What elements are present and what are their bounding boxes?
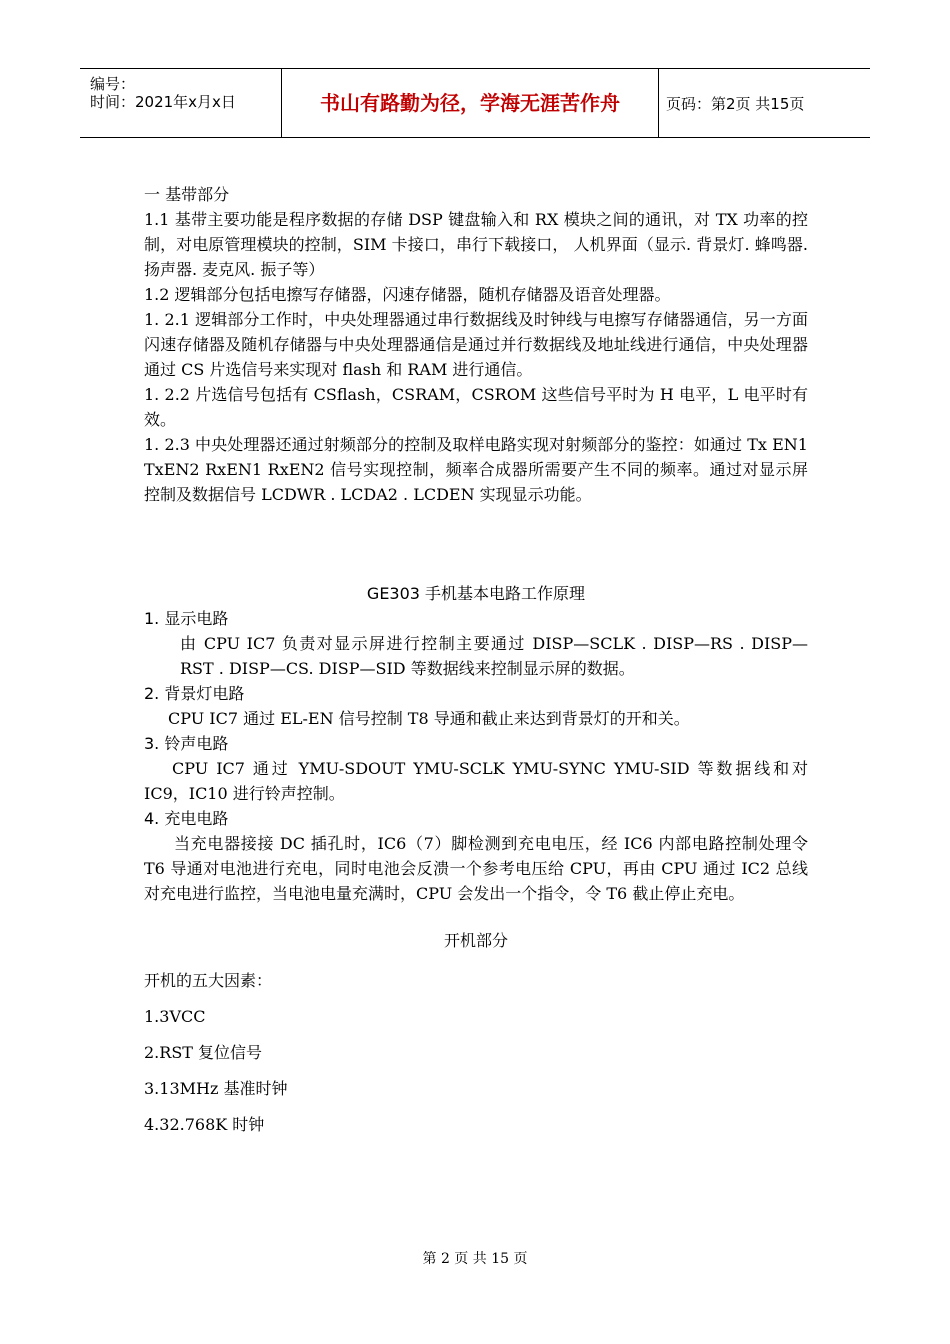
list-intro: 开机的五大因素： [144, 971, 273, 990]
paragraph: 1. 2.3 中央处理器还通过射频部分的控制及取样电路实现对射频部分的鉴控：如通过 Tx EN1 TxEN2 RxEN1 RxEN2 信号实现控制，频率合成器所需要产生不同的频率。通过对显示屏控制及数据信号 LCDWR . LCDA2 . LCDEN 实现显示功能。 [144, 435, 808, 504]
page-label: 页码：第2页 共15页 [666, 95, 805, 113]
number-label: 编号： [90, 75, 136, 93]
paragraph: 由 CPU IC7 负责对显示屏进行控制主要通过 DISP—SCLK . DISP—RS . DISP—RST . DISP—CS. DISP—SID 等数据线来控制显示屏的数据。 [180, 634, 808, 678]
page-header [80, 68, 870, 138]
list-item: 3.13MHz 基准时钟 [144, 1079, 288, 1098]
subheading: 3. 铃声电路 [144, 734, 229, 753]
header-meta [80, 69, 280, 137]
header-page-cell [658, 69, 870, 137]
list-item: 2.RST 复位信号 [144, 1043, 263, 1062]
subheading: 1. 显示电路 [144, 609, 229, 628]
section-title-power-on: 开机部分 [443, 931, 508, 950]
section-title-circuits: GE303 手机基本电路工作原理 [366, 584, 586, 603]
subheading: 2. 背景灯电路 [144, 684, 245, 703]
paragraph: 1.2 逻辑部分包括电擦写存储器，闪速存储器，随机存储器及语音处理器。 [144, 285, 671, 304]
subheading: 4. 充电电路 [144, 809, 229, 828]
paragraph: CPU IC7 通过 EL-EN 信号控制 T8 导通和截止来达到背景灯的开和关。 [168, 709, 690, 728]
section-title-baseband: 一 基带部分 [144, 185, 230, 204]
paragraph: 1.1 基带主要功能是程序数据的存储 DSP 键盘输入和 RX 模块之间的通讯，对 TX 功率的控制，对电原管理模块的控制，SIM 卡接口，串行下载接口， 人机界面（显示. 背景灯. 蜂鸣器. 扬声器. 麦克风. 振子等） [144, 210, 808, 279]
list-item: 4.32.768K 时钟 [144, 1115, 265, 1134]
header-motto-cell [281, 69, 659, 137]
paragraph: 1. 2.2 片选信号包括有 CSflash，CSRAM，CSROM 这些信号平时为 H 电平，L 电平时有效。 [144, 385, 808, 429]
page-footer: 第 2 页 共 15 页 [422, 1251, 528, 1267]
paragraph: 当充电器接接 DC 插孔时，IC6（7）脚检测到充电电压，经 IC6 内部电路控制处理令 T6 导通对电池进行充电，同时电池会反溃一个参考电压给 CPU，再由 CPU 通过 IC2 总线对充电进行监控，当电池电量充满时，CPU 会发出一个指令，令 T6 截止停止充电。 [144, 834, 808, 903]
motto: 书山有路勤为径，学海无涯苦作舟 [320, 91, 620, 115]
paragraph: CPU IC7 通过 YMU-SDOUT YMU-SCLK YMU-SYNC YMU-SID 等数据线和对 IC9，IC10 进行铃声控制。 [144, 759, 808, 803]
paragraph: 1. 2.1 逻辑部分工作时，中央处理器通过串行数据线及时钟线与电擦写存储器通信，另一方面闪速存储器及随机存储器与中央处理器通信是通过并行数据线及地址线进行通信，中央处理器通过 CS 片选信号来实现对 flash 和 RAM 进行通信。 [144, 310, 808, 379]
list-item: 1.3VCC [144, 1007, 206, 1026]
document-body [144, 182, 808, 1143]
date-label: 时间：2021年x月x日 [90, 93, 236, 111]
